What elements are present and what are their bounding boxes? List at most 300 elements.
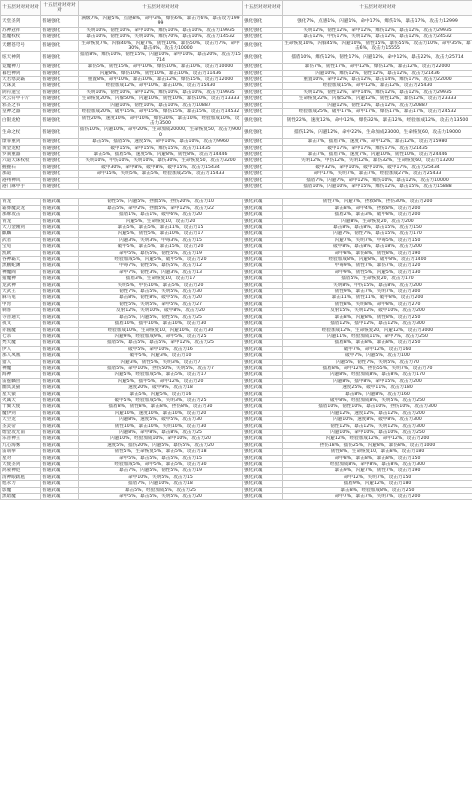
enhanced-grade: 强化强化 <box>243 16 283 28</box>
item-name: 海神 <box>1 372 41 378</box>
enhanced-grade: 强化武魂 <box>243 218 283 224</box>
enhanced-attributes: 命中8%，暴击8%，暴击8%，攻击力150 <box>283 455 472 461</box>
enhanced-attributes: 命中12%，失明7%，攻击力150 <box>283 474 472 480</box>
enhanced-attributes: 经验加成8%，闪避8%，破甲8%，攻击力1400 <box>283 257 472 263</box>
enhanced-attributes: 破甲32%，命中10%，破甲10%，破甲17%，攻击力25434 <box>283 164 472 170</box>
enhanced-grade: 强化强化 <box>243 27 283 33</box>
enhanced-attributes: 暴击8%，闪避8%，攻击力160 <box>283 391 472 397</box>
group-separator <box>1 190 472 199</box>
item-name: 白银龙枪 <box>1 115 41 127</box>
enhanced-grade: 强化强化 <box>243 70 283 76</box>
item-attributes: 韧性5%，闪避5%，拯救5%，拯伤20%，攻击力10 <box>79 199 243 205</box>
enhanced-grade: 强化武魂 <box>243 308 283 314</box>
enhanced-attributes: 闪避8%，擂甲8%，命中15%，攻击力200 <box>283 378 472 384</box>
enhanced-grade: 强化强化 <box>243 83 283 89</box>
enhanced-grade: 强化强化 <box>243 139 283 145</box>
enhanced-grade: 强化武魂 <box>243 404 283 410</box>
item-grade: 普通武魂 <box>41 257 79 263</box>
item-attributes: 经验加成20%，破甲15%，命中15%，爆伤15%，暴击15%，攻击力14532 <box>79 109 243 115</box>
item-name: 谷神霸天 <box>1 257 41 263</box>
enhanced-grade: 强化强化 <box>243 52 283 64</box>
item-name: 猎人 <box>1 359 41 365</box>
item-grade: 普通强化 <box>41 34 79 40</box>
enhanced-grade: 强化强化 <box>243 177 283 183</box>
item-name: 雷萌拳 <box>1 449 41 455</box>
enhanced-grade: 强化强化 <box>243 109 283 115</box>
item-grade: 普通武魂 <box>41 244 79 250</box>
item-attributes: 暴击5%，闪避5%，韧性5%，攻击力25 <box>79 314 243 320</box>
enhanced-attributes: 韧性9%，暴击7%，失明7%，攻击力300 <box>283 289 472 295</box>
enhanced-attributes: 暴击8%，命中4%，拯救8%，攻击力200 <box>283 205 472 211</box>
item-name: 大刀金刚剑 <box>1 225 41 231</box>
item-attributes: 破甲15%，命中15%，爆伤15%，攻击力11435 <box>79 145 243 151</box>
item-grade: 普通武魂 <box>41 308 79 314</box>
enhanced-attributes: 韧性8%，失明8%，命中8%，攻击力270 <box>283 301 472 307</box>
item-grade: 普通强化 <box>41 89 79 95</box>
enhanced-grade: 强化武魂 <box>243 474 283 480</box>
enhanced-grade: 强化强化 <box>243 40 283 52</box>
table-body <box>1 16 472 500</box>
item-attributes: 暴击5%，闪避5%，攻击力16 <box>79 391 243 397</box>
enhanced-grade: 强化强化 <box>243 77 283 83</box>
item-name: 伊人 <box>1 346 41 352</box>
enhanced-grade: 强化武魂 <box>243 365 283 371</box>
item-attributes: 暴击5%，命中2%，拯救5%，命中12%，攻击力22 <box>79 205 243 211</box>
item-attributes: 速度5%，擂伤20%，闪避5%，暴伤5%，攻击力20 <box>79 442 243 448</box>
item-grade: 普通强化 <box>41 139 79 145</box>
enhanced-attributes: 经验加成12%，生命恢复20，闪避12%，攻击力3000 <box>283 327 472 333</box>
item-name: 天使圣剑 <box>1 462 41 468</box>
item-name: 七杀 <box>1 333 41 339</box>
item-attributes: 暴击5%，擂盾5%，速度5%，闪避8%，韧性8%，攻击力14446 <box>79 151 243 157</box>
item-grade: 普通武魂 <box>41 430 79 436</box>
enhanced-attributes: 反射15%，失明12%，破甲10%，攻击力200 <box>283 308 472 314</box>
enhanced-grade: 强化武魂 <box>243 442 283 448</box>
enhanced-grade: 强化武魂 <box>243 269 283 275</box>
item-attributes: 生命恢复7%，闪躲40%，闪避7%，韧性10%，暴伤50%，攻击力7%，命中30%，暴击4%，攻击力10000 <box>79 40 243 52</box>
item-attributes: 命中5%，暴击5%，暴击5%，攻击力15 <box>79 455 243 461</box>
item-name: 青龙 <box>1 218 41 224</box>
item-attributes: 命中5%，暴击5%，失明5%，攻击力20 <box>79 494 243 500</box>
item-grade: 普通强化 <box>41 83 79 89</box>
item-grade: 普通武魂 <box>41 410 79 416</box>
item-name: 六道天诛权杖 <box>1 158 41 164</box>
item-attributes: 失明5%，中伤10%，暴击5%，攻击力20 <box>79 282 243 288</box>
enhanced-attributes: 破甲8%，经验加成8%，失明5%，攻击力250 <box>283 397 472 403</box>
item-attributes: 闪避5%，生命恢复10，攻击力20 <box>79 218 243 224</box>
item-attributes: 擂盾5%，暴击5%，暴击5%，命中12%，攻击力25 <box>79 340 243 346</box>
item-name: 甲胄 <box>1 301 41 307</box>
table-row <box>1 40 472 52</box>
item-name: 皇神之器 <box>1 109 41 115</box>
enhanced-grade: 强化强化 <box>243 34 283 40</box>
enhanced-grade: 强化强化 <box>243 127 283 139</box>
item-name: 清神眼跋扈 <box>1 474 41 480</box>
item-grade: 普通武魂 <box>41 397 79 403</box>
item-attributes: 破甲5%，暴击5%，暴击15%，攻击力20 <box>79 244 243 250</box>
enhanced-grade: 强化武魂 <box>243 494 283 500</box>
item-name: 天燃苍穹号 <box>1 40 41 52</box>
item-attributes: 速度20%，破甲9%，攻击力18 <box>79 385 243 391</box>
item-name: 握握石 <box>1 164 41 170</box>
enhanced-grade: 强化武魂 <box>243 289 283 295</box>
enhanced-attributes: 闪避7%，失明7%，中毒5%，攻击力150 <box>283 237 472 243</box>
item-name: 猪魔神 <box>1 276 41 282</box>
item-attributes: 擂盾8%，韧性8%，暴击8%，拯伤8%，攻击力30 <box>79 404 243 410</box>
enhanced-attributes: 失明12%，韧性12%，命中14%，爆伤12%，暴击12%，攻击力29935 <box>283 89 472 95</box>
enhanced-attributes: 拯伤18%，擂伤25%，闪避8%，暴伤8%，攻击力1000 <box>283 442 472 448</box>
item-grade: 普通强化 <box>41 145 79 151</box>
item-grade: 普通武魂 <box>41 462 79 468</box>
item-grade: 普通强化 <box>41 177 79 183</box>
item-grade: 普通武魂 <box>41 353 79 359</box>
enhanced-attributes: 暴击9%，闪避7%，韧性7%，攻击力190 <box>283 468 472 474</box>
item-name: 港州神风 <box>1 177 41 183</box>
enhanced-attributes: 闪避12%，经验加成12%，命中12%，攻击力200 <box>283 436 472 442</box>
item-attributes: 闪避9%，经验加成9%，命中5%，攻击力25 <box>79 333 243 339</box>
enhanced-attributes: 擂盾7%，闪避7%，命中12%，爆伤10%，暴击12%，攻击力10000 <box>283 177 472 183</box>
enhanced-grade: 强化武魂 <box>243 199 283 205</box>
enhanced-grade: 强化武魂 <box>243 327 283 333</box>
item-name: 馈罪重剑 <box>1 139 41 145</box>
item-name: 那牌攻击 <box>1 212 41 218</box>
enhanced-grade: 强化武魂 <box>243 237 283 243</box>
item-attributes: 失明10%，韧性10%，命中12%，爆伤10%，暴击10%，攻击力19935 <box>79 89 243 95</box>
item-grade: 普通武魂 <box>41 269 79 275</box>
item-attributes: 经验加成5%，命中5%，暴击5%，攻击力30 <box>79 462 243 468</box>
item-grade: 普通武魂 <box>41 231 79 237</box>
enhanced-attributes: 擂盾5%，生命恢复20，攻击力170 <box>283 276 472 282</box>
item-attributes: 失明10%，中伤10%，失明10%，暴伤30%，生命恢复50，攻击力3200 <box>79 158 243 164</box>
item-grade: 普通武魂 <box>41 423 79 429</box>
enhanced-attributes: 命中9%，韧性5%，闪避5%，攻击力130 <box>283 269 472 275</box>
enhanced-attributes: 速度25%，破甲11%，攻击力180 <box>283 385 472 391</box>
item-attributes: 满级7%，闪避5%，点感8%，命中3%，爆伤6%，暴击力6%，暴击攻力19999 <box>79 16 243 28</box>
item-attributes: 暴击5%，暴击5%，暴击11%，攻击力15 <box>79 225 243 231</box>
enhanced-grade: 强化武魂 <box>243 231 283 237</box>
item-attributes: 经验加成10%，生命恢复10，闪避10%，攻击力30 <box>79 327 243 333</box>
item-grade: 普通强化 <box>41 151 79 157</box>
item-grade: 普通武魂 <box>41 205 79 211</box>
item-grade: 普通武魂 <box>41 436 79 442</box>
item-attributes: 反射12%，失明10%，破甲8%，攻击力20 <box>79 308 243 314</box>
enhanced-grade: 强化强化 <box>243 145 283 151</box>
table-row <box>1 52 472 64</box>
item-grade: 普通武魂 <box>41 487 79 493</box>
item-attributes: 擂盾7%，闪避10%，攻击力18 <box>79 481 243 487</box>
enhanced-attributes: 暴击8%，经验加成8%，攻击力250 <box>283 487 472 493</box>
item-name: 火云符甲千斤 <box>1 96 41 102</box>
item-grade: 普通强化 <box>41 183 79 189</box>
item-attributes: 闪避8%，爆伤10%，韧性10%，暴击10%，攻击力11436 <box>79 70 243 76</box>
item-grade: 普通武魂 <box>41 301 79 307</box>
enhanced-grade: 强化武魂 <box>243 449 283 455</box>
item-attributes: 闪避5%，擂甲5%，命中12%，攻击力20 <box>79 378 243 384</box>
enhanced-grade: 强化武魂 <box>243 359 283 365</box>
enhanced-attributes: 闪避7%，韧性7%，暴击15%，攻击力170 <box>283 231 472 237</box>
enhanced-grade: 强化武魂 <box>243 205 283 211</box>
item-grade: 普通武魂 <box>41 449 79 455</box>
item-grade: 普通强化 <box>41 158 79 164</box>
enhanced-attributes: 闪避8%，生命恢复20，攻击力200 <box>283 218 472 224</box>
item-grade: 普通武魂 <box>41 218 79 224</box>
enhanced-grade: 强化武魂 <box>243 378 283 384</box>
item-grade: 普通武魂 <box>41 455 79 461</box>
enhanced-attributes: 中毒9%，韧性7%，暴伤7%，攻击力120 <box>283 263 472 269</box>
enhanced-grade: 强化武魂 <box>243 340 283 346</box>
enhanced-grade: 强化武魂 <box>243 244 283 250</box>
item-attributes: 擂盾8%，爆伤10%，韧性15%，闪避10%，命中10%，暴击20%，攻击力15714 <box>80 52 241 63</box>
item-name: 竞魔神刀 <box>1 64 41 70</box>
enhanced-grade: 强化武魂 <box>243 385 283 391</box>
item-attributes: 生命恢复20%，闪躲50%，闪避10%，韧性10%，暴伤10%，攻击力13333 <box>79 96 243 102</box>
item-attributes: 暴伤5%，韧性15%，命中10%，爆伤10%，暴击10%，攻击力10000 <box>79 64 243 70</box>
enhanced-grade: 强化武魂 <box>243 436 283 442</box>
item-grade: 普通武魂 <box>41 225 79 231</box>
item-grade: 普通武魂 <box>41 237 79 243</box>
item-grade: 普通强化 <box>41 109 79 115</box>
item-name: 天武王 <box>1 289 41 295</box>
item-attributes: 经验加成5%，闪避5%，破甲5%，攻击力20 <box>79 257 243 263</box>
item-attributes: 韧性10%，暴击10%，失明10%，攻击力30 <box>79 423 243 429</box>
enhanced-grade: 强化武魂 <box>243 263 283 269</box>
enhanced-grade: 强化武魂 <box>243 321 283 327</box>
item-attributes: 闪避10%，速度10%，暴击10%，攻击力20 <box>79 410 243 416</box>
item-name: 麒麟 <box>1 231 41 237</box>
enhanced-attributes: 暴击7%，擂盾7%，速度7%，命中12%，暴击12%，攻击力15980 <box>283 139 472 145</box>
item-name: 旭永力 <box>1 481 41 487</box>
enhanced-grade: 强化武魂 <box>243 314 283 320</box>
item-name: 炫天神剑 <box>1 52 41 64</box>
table-row <box>1 115 472 127</box>
enhanced-attributes: 命中17%，失明7%，暴击7%，经验加成27%，攻击力25433 <box>283 171 472 177</box>
enhanced-attributes: 擂伤12%，闪避12%，命中22%，生命加成23000，生命恢复60，攻击力19000 <box>283 127 472 139</box>
item-attributes: 闪避3%，失明3%，中毒3%，攻击力15 <box>79 237 243 243</box>
enhanced-attributes: 韧性8%，生命恢复10，暴击8%，攻击力180 <box>283 449 472 455</box>
enhanced-attributes: 闪避8%，经验加成8%，暴击8%，攻击力170 <box>283 372 472 378</box>
item-name: 凯欧 <box>1 250 41 256</box>
header-cell-name: 十五层对对对对对 <box>1 1 41 16</box>
item-attributes: 擂盾1%，暴击1%，破甲6%，攻击力20 <box>79 212 243 218</box>
enhanced-grade: 强化武魂 <box>243 276 283 282</box>
item-name: 九心海雾 <box>1 442 41 448</box>
enhanced-attributes: 暴击8%，闪避8%，韧性8%，攻击力250 <box>283 314 472 320</box>
item-name: 麻马龟 <box>1 295 41 301</box>
item-grade: 普通强化 <box>41 77 79 83</box>
item-name: 黄金龙枪 <box>1 145 41 151</box>
separator-cell <box>1 190 472 199</box>
item-grade: 普通武魂 <box>41 321 79 327</box>
item-name: 恶魔权杖 <box>1 34 41 40</box>
item-name: 罗刹重器 <box>1 151 41 157</box>
item-name: 黑暗魔 <box>1 494 41 500</box>
enhanced-attributes: 擂盾9%，闪避12%，攻击力180 <box>283 481 472 487</box>
enhanced-attributes: 破甲7%，闪避5%，攻击力100 <box>283 353 472 359</box>
enhanced-attributes: 失明8%，中伤15%，暴击8%，攻击力200 <box>283 282 472 288</box>
item-attributes: 中毒7%，韧性5%，暴伤5%，攻击力12 <box>79 263 243 269</box>
item-name: 武者 <box>1 237 41 243</box>
item-grade: 普通武魂 <box>41 391 79 397</box>
enhanced-grade: 强化武魂 <box>243 257 283 263</box>
item-attributes: 破甲5%，闪避3%，攻击力10 <box>79 353 243 359</box>
enhanced-grade: 强化武魂 <box>243 423 283 429</box>
item-name: 熠金攻尤南 <box>1 430 41 436</box>
item-grade: 普通武魂 <box>41 346 79 352</box>
enhanced-attributes: 闪避12%，韧性12%，暴击12%，攻击力20887 <box>283 102 472 108</box>
enhanced-grade: 强化武魂 <box>243 410 283 416</box>
item-attributes: 韧性7%，暴击5%，失明5%，攻击力30 <box>79 289 243 295</box>
enhanced-attributes: 擂盾8%，命中12%，拯伤55%，失明7%，攻击力70 <box>283 365 472 371</box>
item-grade: 普通强化 <box>41 70 79 76</box>
header-cell-stage: 十五层对对对对对 <box>243 1 283 16</box>
enhanced-attributes: 擂盾10%，韧性10%，暴击10%，拯伤10%，攻击力300 <box>283 404 472 410</box>
enhanced-grade: 强化武魂 <box>243 301 283 307</box>
item-name: 阴符遗宝 <box>1 89 41 95</box>
enhanced-grade: 强化武魂 <box>243 353 283 359</box>
item-grade: 普通强化 <box>41 27 79 33</box>
enhanced-attributes: 破甲17%，命中17%，爆伤17%，攻击力21435 <box>283 145 472 151</box>
item-grade: 普通武魂 <box>41 314 79 320</box>
item-attributes: 擂盾5%，命中10%，拯伤50%，失明5%，攻击力7 <box>79 365 243 371</box>
item-name: 邪圣之书 <box>1 102 41 108</box>
item-attributes: 破甲30%，命中8%，破甲8%，破甲15%，攻击力15434 <box>79 164 243 170</box>
item-name: 十翼天使 <box>1 404 41 410</box>
item-grade: 普通武魂 <box>41 378 79 384</box>
item-name: 刺客 <box>1 308 41 314</box>
item-attributes: 擂盾3%，生命恢复10，攻击力17 <box>79 276 243 282</box>
item-grade: 普通武魂 <box>41 295 79 301</box>
item-grade: 普通武魂 <box>41 263 79 269</box>
item-grade: 普通武魂 <box>41 372 79 378</box>
enhanced-grade: 强化武魂 <box>243 250 283 256</box>
item-name: 天若寒灵霸 <box>1 77 41 83</box>
item-grade: 普通武魂 <box>41 468 79 474</box>
item-attributes: 闪避5%，经验加成5%，暴击5%，攻击力17 <box>79 372 243 378</box>
enhanced-grade: 强化武魂 <box>243 372 283 378</box>
item-name: 星天猿 <box>1 391 41 397</box>
item-grade: 普通武魂 <box>41 250 79 256</box>
item-attributes: 命中15%，失明5%，暴击5%，经验加成25%，攻击力15433 <box>79 171 243 177</box>
item-attributes: 擂伤10%，闪避10%，命中20%，生命加成20000，生命恢复50，攻击力9000 <box>80 127 241 138</box>
item-attributes: 暴击10%，韧性10%，失明10%，爆伤70%，暴击10%，攻击力14532 <box>79 34 243 40</box>
item-attributes: 韧性20%，速度10%，命中10%，爆伤30%，暴击10%，经验加成10%，攻击力3500 <box>79 115 243 127</box>
enhanced-attributes: 暴击7%，擂盾7%，速度7%，闪避10%，韧性10%，攻击力24446 <box>283 151 472 157</box>
enhanced-attributes: 闪避12%，速度12%，暴击12%，攻击力200 <box>283 410 472 416</box>
item-grade: 普通强化 <box>41 96 79 102</box>
enhanced-grade: 强化强化 <box>243 151 283 157</box>
item-name: 神魔阎 <box>1 269 41 275</box>
enhanced-attributes: 闪避10%，爆伤12%，韧性12%，暴击12%，攻击力21436 <box>283 70 472 76</box>
item-grade: 普通武魂 <box>41 385 79 391</box>
enhanced-grade: 强化武魂 <box>243 397 283 403</box>
item-grade: 普通武魂 <box>41 199 79 205</box>
item-grade: 普通武魂 <box>41 359 79 365</box>
enhanced-attributes: 暴击8%，暴击8%，暴击15%，攻击力150 <box>283 225 472 231</box>
enhanced-grade: 强化强化 <box>243 183 283 189</box>
enhanced-grade: 强化武魂 <box>243 333 283 339</box>
enhanced-grade: 强化强化 <box>243 89 283 95</box>
item-grade: 普通强化 <box>41 52 79 64</box>
enhanced-attributes: 失明12%，韧性12%，命中12%，爆伤12%，暴击12%，攻击力29935 <box>283 27 472 33</box>
item-attributes: 破甲5%，命中10%，攻击力16 <box>79 346 243 352</box>
item-name: 那人凤凰 <box>1 353 41 359</box>
item-name: 秃天魔 <box>1 340 41 346</box>
item-name: 霜葬魔灵龙 <box>1 205 41 211</box>
item-name: 雷霆麟兽 <box>1 378 41 384</box>
item-attributes: 擂盾10%，擂甲10%，暴击10%，攻击力30 <box>79 321 243 327</box>
item-name: 夜叉 <box>1 321 41 327</box>
enhanced-attributes: 失明12%，中伤12%，失明12%，暴伤32%，生命恢复60，攻击力13200 <box>283 158 472 164</box>
enhanced-grade: 强化强化 <box>243 164 283 170</box>
enhanced-grade: 强化强化 <box>243 115 283 127</box>
item-attributes: 暴击8%，韧性8%，破甲5%，攻击力20 <box>79 295 243 301</box>
enhanced-attributes: 擂盾12%，擂甲12%，暴击12%，攻击力300 <box>283 321 472 327</box>
enhanced-grade: 强化强化 <box>243 158 283 164</box>
item-name: 宝龟 <box>1 244 41 250</box>
item-attributes: 闪避3%，韧性5%，失明3%，攻击力7 <box>79 359 243 365</box>
enhanced-attributes: 闪避10%，命中10%，暴击10%，攻击力250 <box>283 430 472 436</box>
item-grade: 普通强化 <box>41 164 79 170</box>
item-name: 魔伊剑 <box>1 410 41 416</box>
enhanced-grade: 强化武魂 <box>243 487 283 493</box>
item-grade: 普通武魂 <box>41 442 79 448</box>
enhanced-attributes: 擂盾10%，闪避10%，命中15%，爆伤12%，暴击15%，攻击力15888 <box>283 183 472 189</box>
item-name: 那道 <box>1 171 41 177</box>
item-attributes: 破甲5%，经验加成5%，失明3%，攻击力25 <box>79 397 243 403</box>
enhanced-grade: 强化武魂 <box>243 462 283 468</box>
item-grade: 普通武魂 <box>41 333 79 339</box>
enhanced-attributes: 擂盾2%，暴击3%，破甲8%，攻击力200 <box>283 212 472 218</box>
item-attributes: 暴击5%，经验加成5%，攻击力25 <box>79 487 243 493</box>
item-attributes: 韧性5%，生命恢复5%，暴击5%，攻击力18 <box>79 449 243 455</box>
item-attributes: 暴击7%，闪避5%，韧性5%，攻击力19 <box>79 468 243 474</box>
item-grade: 普通武魂 <box>41 365 79 371</box>
enhanced-attributes: 闪避5%，韧性7%，失明5%，攻击力70 <box>283 359 472 365</box>
item-attributes: 命中7%，韧性3%，闪避3%，攻击力13 <box>79 269 243 275</box>
enhanced-grade: 强化强化 <box>243 64 283 70</box>
item-grade: 普通武魂 <box>41 481 79 487</box>
enhanced-attributes: 暴击11%，韧性11%，破甲8%，攻击力200 <box>283 295 472 301</box>
enhanced-attributes: 生命恢复10%，闪躲45%，闪避10%，韧性15%，暴伤55%，攻击力10%，命中35%，暴击6%，攻击力15555 <box>284 40 471 52</box>
item-name: 苏神冠祥 <box>1 27 41 33</box>
enhanced-grade: 强化武魂 <box>243 417 283 423</box>
enhanced-attributes: 暴伤7%，韧性17%，命中12%，爆伤12%，暴击12%，攻击力22000 <box>283 64 472 70</box>
item-attributes: 命中10%，失明5%，攻击力15 <box>79 474 243 480</box>
enhanced-attributes: 重置10%，命中12%，暴击12%，暴击14%，爆伤17%，攻击力22000 <box>283 77 472 83</box>
item-grade: 普通武魂 <box>41 276 79 282</box>
enhanced-attributes: 命中7%，暴击7%，失明7%，攻击力200 <box>283 494 472 500</box>
enhanced-attributes: 生命恢复22%，闪躲52%，闪避12%，韧性12%，暴伤12%，攻击力23333 <box>283 96 472 102</box>
item-name: 火属天 <box>1 397 41 403</box>
enhanced-attributes: 破甲7%，命中12%，攻击力160 <box>283 346 472 352</box>
item-grade: 普通强化 <box>41 115 79 127</box>
enhanced-grade: 强化武魂 <box>243 212 283 218</box>
item-attributes: 经验加成12%，命中10%，暴击10%，攻击力15430 <box>79 83 243 89</box>
item-attributes: 命中5%，暴伤5%，韧性5%，攻击力19 <box>79 250 243 256</box>
enhanced-attributes: 擂盾10%，爆伤12%，韧性17%，闪避12%，命中12%，暴击22%，攻击力25714 <box>283 52 472 64</box>
item-name: 星对 <box>1 455 41 461</box>
item-grade: 普通强化 <box>41 171 79 177</box>
enhanced-attributes: 经验加成15%，命中12%，暴击12%，攻击力25430 <box>283 83 472 89</box>
item-grade: 普通武魂 <box>41 289 79 295</box>
item-name: 暮色神剑 <box>1 70 41 76</box>
item-attributes: 失明10%，韧性10%，命中10%，爆伤10%，暴击10%，攻击力19935 <box>79 27 243 33</box>
header-cell-enhanced-attributes: 十五层对对对对对 <box>283 1 472 16</box>
enhanced-grade: 强化武魂 <box>243 225 283 231</box>
item-attributes: 闪避8%，命中8%，暴击8%，攻击力25 <box>79 430 243 436</box>
enhanced-grade: 强化武魂 <box>243 391 283 397</box>
item-attributes: 闪避5%，韧性5%，暴击10%，攻击力17 <box>79 231 243 237</box>
